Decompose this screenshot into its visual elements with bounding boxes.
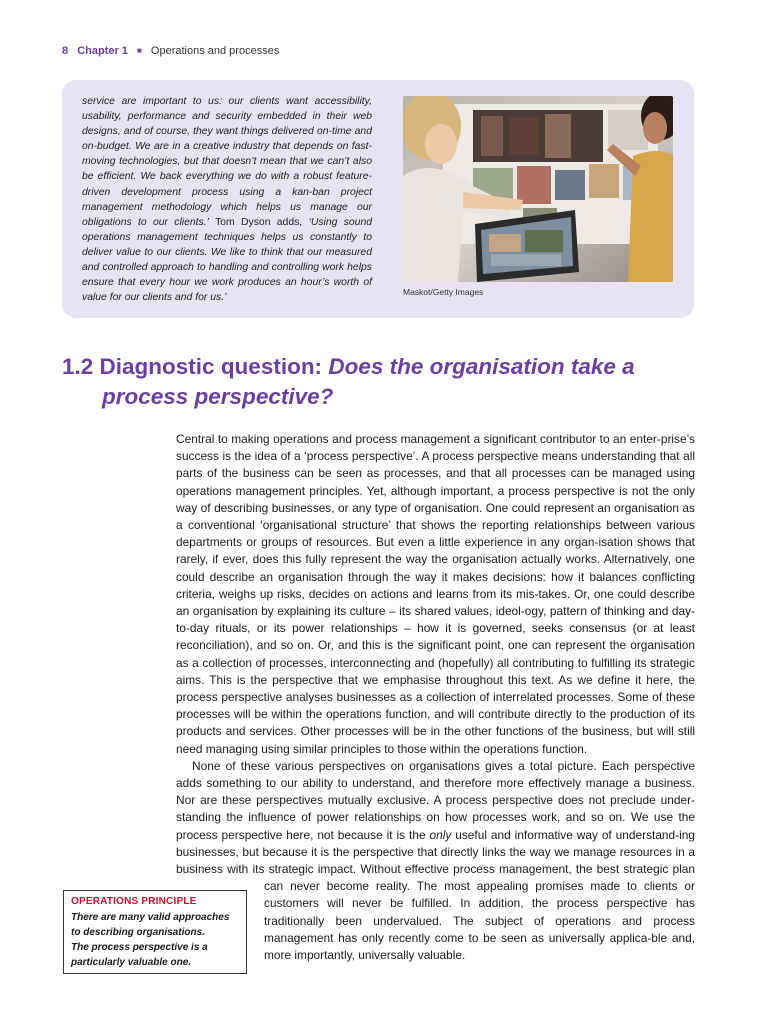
photo-illustration <box>403 96 673 282</box>
quote-attribution: Tom Dyson adds, <box>208 216 309 228</box>
principle-line-2: to describing organisations. <box>71 927 205 938</box>
chapter-label: Chapter 1 <box>77 45 128 57</box>
paragraph-1: Central to making operations and process management a significant contributor to an enter-prise’s success is the idea of a ‘process perspective’. A process perspective means understanding that all parts of the business can be seen as processes, and that all processes can be managed using operations management principles. Yet, although important, a process perspective is not the only way of describing businesses, or any type of organisation. One could represent an organisation as a conventional ‘organisational structure’ that shows the reporting relationships between various departments or groups of resources. But even a little experience in any organ-isation shows that rarely, if ever, does this fully represent the way the organisation actually works. Alternatively, one could describe an organisation through the way it makes decisions: how it balances conflicting criteria, weighs up risks, decides on actions and learns from its mis-takes. Or, one could describe an organisation by explaining its culture – its shared values, ideol-ogy, pattern of thinking and day-to-day rituals, or its power relationships – how it is governed, seeks consensus (or at least reconciliation), and so on. Or, and this is the significant point, one can represent the organisation as a collection of processes, interconnecting and (hopefully) all contributing to fulfilling its strategic aims. This is the perspective that we emphasise throughout this text. As we define it here, the process perspective analyses businesses as a collection of interrelated processes. Some of these processes will be within the operations function, and will contribute directly to the production of its products and services. Other processes will be in the other functions of the business, but will still need managing using similar principles to those within the operations function. <box>176 432 695 756</box>
chapter-title: Operations and processes <box>150 45 280 57</box>
paragraph-2-part-b: useful and informative way of understand-ing businesses, but because it is the perspective that directly links the way we manage resources in a business with its strategic impact. Without effective process management, the best strategic plan can never become reality. The most appealing promises made to clients or customers will never be fulfilled. In addition, the process perspective has traditionally been undervalued. The subject of operations and process management has only recently come to be seen as universally applica-ble and, more importantly, universally valuable. <box>176 827 695 963</box>
operations-principle-box <box>63 890 247 974</box>
screen-image-4 <box>517 166 551 204</box>
person-left-face <box>425 124 457 164</box>
section-number: 1.2 <box>62 354 94 379</box>
principle-title: OPERATIONS PRINCIPLE <box>71 896 197 907</box>
page-number: 8 <box>62 45 69 57</box>
body-text <box>176 431 695 985</box>
section-label: Diagnostic question: <box>99 354 323 379</box>
section-question-line1: Does the organisation take a <box>328 354 635 379</box>
quote-part-2: ‘Using sound operations management techniques helps us constantly to deliver value to our clients. We like to think that our measured and controlled approach to handling and controlling work helps ensure that every hour we work produces an hour’s worth of value for our clients and for us.’ <box>82 216 373 304</box>
principle-line-3: The process perspective is a <box>71 942 208 953</box>
paragraph-2-part-a: None of these various perspectives on organisations gives a total picture. Each perspective adds something to our ability to understand, and therefore more effectively manage a business. Nor are these perspectives mutually exclusive. A process perspective does not preclude under-standing the influence of power relationships on how processes work, and so on. We use the process perspective here, not because it is the <box>176 758 695 842</box>
square-bullet-icon: ■ <box>137 46 142 55</box>
quote-part-1: service are important to us: our clients want accessibility, usability, performance and security embedded in their web designs, and of course, they want things delivered on-time and on-budget. We are in a creative industry that depends on fast-moving technologies, but that doesn’t mean that we can’t also be efficient. We back everything we do with a robust feature-driven development process using a kan-ban project management methodology which helps us manage our obligations to our clients.’ <box>82 96 372 228</box>
principle-text <box>71 910 239 970</box>
principle-line-1: There are many valid approaches <box>71 912 230 923</box>
section-heading <box>62 352 682 412</box>
photo-credit: Maskot/Getty Images <box>403 287 484 297</box>
principle-line-4: particularly valuable one. <box>71 957 192 968</box>
running-head <box>62 45 279 57</box>
screen-image-5 <box>555 170 585 200</box>
person-right-face <box>643 112 667 144</box>
case-photo <box>403 96 673 282</box>
case-quote <box>82 94 372 305</box>
emphasis-only: only <box>429 827 452 842</box>
screen-image-6 <box>589 164 619 198</box>
case-study-box <box>62 80 694 318</box>
section-question-line2: process perspective? <box>102 384 334 409</box>
